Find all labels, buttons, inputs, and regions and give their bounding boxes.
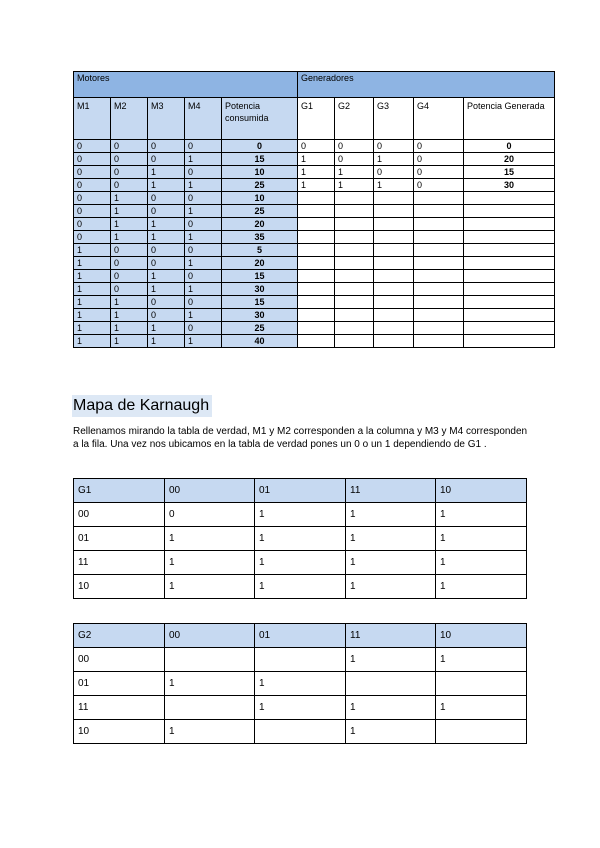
truth-table-row bbox=[74, 166, 555, 179]
motor-cell: 1 bbox=[185, 335, 222, 348]
generator-cell bbox=[298, 205, 335, 218]
motor-cell: 0 bbox=[111, 179, 148, 192]
motor-cell: 0 bbox=[148, 296, 185, 309]
potencia-consumida-cell: 20 bbox=[222, 257, 298, 270]
generator-cell bbox=[335, 257, 374, 270]
generator-cell bbox=[335, 322, 374, 335]
generator-cell bbox=[298, 322, 335, 335]
potencia-generada-cell: 0 bbox=[464, 140, 555, 153]
motor-cell: 1 bbox=[148, 322, 185, 335]
motor-cell: 1 bbox=[74, 322, 111, 335]
col-header-g2: G2 bbox=[335, 98, 374, 140]
col-header-m2: M2 bbox=[111, 98, 148, 140]
motor-cell: 1 bbox=[148, 283, 185, 296]
generator-cell bbox=[414, 270, 464, 283]
motor-cell: 0 bbox=[185, 296, 222, 309]
potencia-consumida-cell: 15 bbox=[222, 270, 298, 283]
generator-cell bbox=[414, 283, 464, 296]
potencia-consumida-cell: 30 bbox=[222, 283, 298, 296]
motor-cell: 1 bbox=[74, 309, 111, 322]
generator-cell bbox=[414, 309, 464, 322]
karnaugh-cell: 1 bbox=[165, 527, 255, 551]
motor-cell: 1 bbox=[111, 309, 148, 322]
generator-cell bbox=[414, 322, 464, 335]
generator-cell bbox=[374, 192, 414, 205]
karnaugh-cell: 1 bbox=[436, 551, 527, 575]
truth-table bbox=[73, 71, 555, 348]
potencia-generada-cell bbox=[464, 257, 555, 270]
motor-cell: 0 bbox=[148, 257, 185, 270]
karnaugh-cell bbox=[346, 672, 436, 696]
generator-cell bbox=[298, 270, 335, 283]
potencia-generada-cell bbox=[464, 322, 555, 335]
motor-cell: 1 bbox=[185, 231, 222, 244]
karnaugh-cell: 1 bbox=[346, 720, 436, 744]
karnaugh-col-header: 01 bbox=[255, 624, 346, 648]
potencia-consumida-cell: 15 bbox=[222, 153, 298, 166]
karnaugh-row-header: 01 bbox=[74, 672, 165, 696]
generator-cell bbox=[374, 296, 414, 309]
generator-cell: 0 bbox=[414, 179, 464, 192]
karnaugh-cell: 1 bbox=[255, 696, 346, 720]
generator-cell: 1 bbox=[298, 153, 335, 166]
truth-table-row bbox=[74, 231, 555, 244]
motor-cell: 0 bbox=[111, 140, 148, 153]
truth-table-row bbox=[74, 322, 555, 335]
generator-cell bbox=[335, 335, 374, 348]
karnaugh-cell: 1 bbox=[346, 648, 436, 672]
karnaugh-row bbox=[74, 720, 527, 744]
motor-cell: 1 bbox=[111, 322, 148, 335]
motor-cell: 1 bbox=[185, 309, 222, 322]
motor-cell: 1 bbox=[74, 270, 111, 283]
motor-cell: 0 bbox=[74, 192, 111, 205]
karnaugh-row-header: 11 bbox=[74, 696, 165, 720]
motor-cell: 1 bbox=[74, 335, 111, 348]
potencia-generada-cell bbox=[464, 270, 555, 283]
karnaugh-col-header: 10 bbox=[436, 624, 527, 648]
generator-cell bbox=[335, 296, 374, 309]
truth-table-row bbox=[74, 309, 555, 322]
karnaugh-col-header: 00 bbox=[165, 479, 255, 503]
col-header-g3: G3 bbox=[374, 98, 414, 140]
truth-table-row bbox=[74, 335, 555, 348]
potencia-generada-cell: 20 bbox=[464, 153, 555, 166]
karnaugh-cell: 1 bbox=[346, 696, 436, 720]
generator-cell bbox=[414, 296, 464, 309]
motor-cell: 0 bbox=[74, 231, 111, 244]
karnaugh-row bbox=[74, 696, 527, 720]
motor-cell: 0 bbox=[111, 166, 148, 179]
truth-table-row bbox=[74, 205, 555, 218]
potencia-generada-cell bbox=[464, 283, 555, 296]
motor-cell: 0 bbox=[185, 270, 222, 283]
motor-cell: 0 bbox=[148, 192, 185, 205]
generator-cell: 0 bbox=[298, 140, 335, 153]
motor-cell: 1 bbox=[74, 296, 111, 309]
potencia-generada-cell bbox=[464, 335, 555, 348]
generator-cell bbox=[335, 205, 374, 218]
motor-cell: 1 bbox=[111, 192, 148, 205]
motor-cell: 0 bbox=[185, 322, 222, 335]
motor-cell: 0 bbox=[74, 218, 111, 231]
motor-cell: 0 bbox=[185, 244, 222, 257]
karnaugh-cell: 1 bbox=[346, 503, 436, 527]
generator-cell bbox=[414, 231, 464, 244]
generator-cell bbox=[374, 205, 414, 218]
potencia-generada-cell bbox=[464, 192, 555, 205]
generator-cell bbox=[414, 218, 464, 231]
motor-cell: 0 bbox=[111, 270, 148, 283]
karnaugh-cell: 1 bbox=[436, 527, 527, 551]
motor-cell: 1 bbox=[74, 257, 111, 270]
generator-cell: 1 bbox=[374, 153, 414, 166]
generator-cell: 1 bbox=[335, 179, 374, 192]
col-header-potencia-consumida: Potencia consumida bbox=[222, 98, 298, 140]
motor-cell: 1 bbox=[148, 218, 185, 231]
generator-cell: 0 bbox=[374, 166, 414, 179]
truth-table-row bbox=[74, 192, 555, 205]
potencia-consumida-cell: 15 bbox=[222, 296, 298, 309]
karnaugh-cell: 1 bbox=[255, 527, 346, 551]
motor-cell: 0 bbox=[74, 140, 111, 153]
karnaugh-col-header: 10 bbox=[436, 479, 527, 503]
truth-table-row bbox=[74, 244, 555, 257]
col-header-g4: G4 bbox=[414, 98, 464, 140]
truth-table-row bbox=[74, 270, 555, 283]
truth-table-row bbox=[74, 218, 555, 231]
karnaugh-header-row bbox=[74, 624, 527, 648]
karnaugh-col-header: 11 bbox=[346, 479, 436, 503]
generator-cell bbox=[335, 270, 374, 283]
karnaugh-cell: 1 bbox=[436, 503, 527, 527]
karnaugh-row-header: 10 bbox=[74, 575, 165, 599]
truth-table-row bbox=[74, 153, 555, 166]
karnaugh-row bbox=[74, 648, 527, 672]
generator-cell bbox=[298, 335, 335, 348]
generator-cell bbox=[298, 309, 335, 322]
col-header-potencia-generada: Potencia Generada bbox=[464, 98, 555, 140]
motor-cell: 0 bbox=[111, 153, 148, 166]
karnaugh-map-g2 bbox=[73, 623, 527, 744]
karnaugh-row bbox=[74, 503, 527, 527]
karnaugh-cell bbox=[255, 648, 346, 672]
karnaugh-row bbox=[74, 551, 527, 575]
motor-cell: 1 bbox=[185, 205, 222, 218]
karnaugh-cell bbox=[165, 696, 255, 720]
potencia-consumida-cell: 25 bbox=[222, 322, 298, 335]
karnaugh-map-label: G1 bbox=[74, 479, 165, 503]
generator-cell: 0 bbox=[374, 140, 414, 153]
motor-cell: 1 bbox=[185, 179, 222, 192]
col-header-m4: M4 bbox=[185, 98, 222, 140]
motor-cell: 0 bbox=[74, 205, 111, 218]
potencia-generada-cell: 15 bbox=[464, 166, 555, 179]
karnaugh-row-header: 11 bbox=[74, 551, 165, 575]
generator-cell bbox=[335, 283, 374, 296]
karnaugh-cell: 1 bbox=[436, 575, 527, 599]
motor-cell: 1 bbox=[148, 335, 185, 348]
generator-cell bbox=[374, 244, 414, 257]
generator-cell bbox=[298, 283, 335, 296]
karnaugh-cell: 1 bbox=[165, 575, 255, 599]
generator-cell: 0 bbox=[335, 140, 374, 153]
karnaugh-cell: 1 bbox=[165, 672, 255, 696]
karnaugh-cell: 0 bbox=[165, 503, 255, 527]
generator-cell bbox=[298, 296, 335, 309]
karnaugh-header-row bbox=[74, 479, 527, 503]
potencia-generada-cell bbox=[464, 231, 555, 244]
generator-cell bbox=[335, 231, 374, 244]
generator-cell bbox=[335, 218, 374, 231]
motor-cell: 0 bbox=[111, 244, 148, 257]
karnaugh-heading: Mapa de Karnaugh bbox=[72, 395, 212, 417]
karnaugh-intro-paragraph: Rellenamos mirando la tabla de verdad, M1 y M2 corresponden a la columna y M3 y M4 corresponden a la fila. Una vez nos ubicamos en la tabla de verdad pones un 0 o un 1 dependiendo de G1 . bbox=[73, 426, 528, 450]
karnaugh-cell: 1 bbox=[255, 503, 346, 527]
potencia-consumida-cell: 10 bbox=[222, 192, 298, 205]
generator-cell bbox=[414, 244, 464, 257]
karnaugh-cell: 1 bbox=[346, 527, 436, 551]
potencia-consumida-cell: 40 bbox=[222, 335, 298, 348]
generator-cell bbox=[374, 218, 414, 231]
motor-cell: 1 bbox=[111, 218, 148, 231]
generator-cell: 1 bbox=[298, 179, 335, 192]
truth-table-row bbox=[74, 296, 555, 309]
motor-cell: 1 bbox=[148, 270, 185, 283]
motor-cell: 1 bbox=[111, 296, 148, 309]
motor-cell: 0 bbox=[185, 192, 222, 205]
generator-cell: 0 bbox=[414, 140, 464, 153]
generator-cell bbox=[298, 257, 335, 270]
col-header-m1: M1 bbox=[74, 98, 111, 140]
potencia-consumida-cell: 25 bbox=[222, 179, 298, 192]
motor-cell: 1 bbox=[74, 283, 111, 296]
karnaugh-row bbox=[74, 527, 527, 551]
truth-table-row bbox=[74, 257, 555, 270]
motor-cell: 1 bbox=[148, 166, 185, 179]
karnaugh-cell: 1 bbox=[255, 575, 346, 599]
karnaugh-cell: 1 bbox=[346, 575, 436, 599]
karnaugh-cell: 1 bbox=[255, 551, 346, 575]
generator-cell bbox=[414, 205, 464, 218]
motor-cell: 0 bbox=[148, 205, 185, 218]
group-generadores-header: Generadores bbox=[298, 72, 555, 98]
generator-cell bbox=[298, 192, 335, 205]
motor-cell: 0 bbox=[74, 179, 111, 192]
karnaugh-cell bbox=[436, 720, 527, 744]
generator-cell bbox=[374, 309, 414, 322]
generator-cell bbox=[335, 192, 374, 205]
col-header-g1: G1 bbox=[298, 98, 335, 140]
motor-cell: 1 bbox=[111, 335, 148, 348]
karnaugh-col-header: 11 bbox=[346, 624, 436, 648]
col-header-m3: M3 bbox=[148, 98, 185, 140]
potencia-generada-cell bbox=[464, 218, 555, 231]
motor-cell: 0 bbox=[185, 166, 222, 179]
generator-cell bbox=[414, 192, 464, 205]
truth-table-row bbox=[74, 179, 555, 192]
generator-cell bbox=[374, 335, 414, 348]
potencia-generada-cell bbox=[464, 205, 555, 218]
karnaugh-map-label: G2 bbox=[74, 624, 165, 648]
generator-cell bbox=[374, 270, 414, 283]
potencia-generada-cell bbox=[464, 309, 555, 322]
karnaugh-row-header: 00 bbox=[74, 648, 165, 672]
generator-cell: 1 bbox=[335, 166, 374, 179]
motor-cell: 0 bbox=[148, 244, 185, 257]
motor-cell: 1 bbox=[148, 231, 185, 244]
group-motores-header: Motores bbox=[74, 72, 298, 98]
karnaugh-cell: 1 bbox=[346, 551, 436, 575]
motor-cell: 0 bbox=[148, 309, 185, 322]
karnaugh-cell bbox=[255, 720, 346, 744]
potencia-generada-cell bbox=[464, 296, 555, 309]
generator-cell bbox=[335, 309, 374, 322]
motor-cell: 0 bbox=[185, 218, 222, 231]
generator-cell: 0 bbox=[414, 166, 464, 179]
motor-cell: 1 bbox=[185, 153, 222, 166]
generator-cell: 1 bbox=[298, 166, 335, 179]
generator-cell bbox=[374, 322, 414, 335]
generator-cell bbox=[374, 257, 414, 270]
potencia-consumida-cell: 35 bbox=[222, 231, 298, 244]
truth-table-row bbox=[74, 283, 555, 296]
potencia-generada-cell bbox=[464, 244, 555, 257]
karnaugh-row bbox=[74, 672, 527, 696]
potencia-consumida-cell: 5 bbox=[222, 244, 298, 257]
karnaugh-cell: 1 bbox=[165, 720, 255, 744]
motor-cell: 0 bbox=[74, 153, 111, 166]
karnaugh-row bbox=[74, 575, 527, 599]
karnaugh-row-header: 01 bbox=[74, 527, 165, 551]
karnaugh-cell bbox=[436, 672, 527, 696]
generator-cell bbox=[414, 257, 464, 270]
motor-cell: 1 bbox=[185, 257, 222, 270]
motor-cell: 1 bbox=[148, 179, 185, 192]
potencia-consumida-cell: 0 bbox=[222, 140, 298, 153]
motor-cell: 0 bbox=[111, 257, 148, 270]
karnaugh-cell bbox=[165, 648, 255, 672]
motor-cell: 1 bbox=[74, 244, 111, 257]
motor-cell: 0 bbox=[185, 140, 222, 153]
motor-cell: 1 bbox=[111, 205, 148, 218]
generator-cell bbox=[335, 244, 374, 257]
generator-cell: 0 bbox=[414, 153, 464, 166]
generator-cell bbox=[374, 283, 414, 296]
potencia-consumida-cell: 10 bbox=[222, 166, 298, 179]
karnaugh-row-header: 10 bbox=[74, 720, 165, 744]
karnaugh-cell: 1 bbox=[436, 648, 527, 672]
generator-cell bbox=[298, 244, 335, 257]
karnaugh-cell: 1 bbox=[255, 672, 346, 696]
motor-cell: 1 bbox=[111, 231, 148, 244]
karnaugh-col-header: 01 bbox=[255, 479, 346, 503]
motor-cell: 0 bbox=[74, 166, 111, 179]
motor-cell: 0 bbox=[148, 153, 185, 166]
generator-cell: 1 bbox=[374, 179, 414, 192]
potencia-consumida-cell: 20 bbox=[222, 218, 298, 231]
karnaugh-cell: 1 bbox=[436, 696, 527, 720]
generator-cell bbox=[298, 231, 335, 244]
motor-cell: 1 bbox=[185, 283, 222, 296]
karnaugh-map-g1 bbox=[73, 478, 527, 599]
motor-cell: 0 bbox=[148, 140, 185, 153]
potencia-generada-cell: 30 bbox=[464, 179, 555, 192]
karnaugh-row-header: 00 bbox=[74, 503, 165, 527]
motor-cell: 0 bbox=[111, 283, 148, 296]
potencia-consumida-cell: 25 bbox=[222, 205, 298, 218]
potencia-consumida-cell: 30 bbox=[222, 309, 298, 322]
generator-cell bbox=[298, 218, 335, 231]
generator-cell: 0 bbox=[335, 153, 374, 166]
karnaugh-cell: 1 bbox=[165, 551, 255, 575]
generator-cell bbox=[374, 231, 414, 244]
karnaugh-col-header: 00 bbox=[165, 624, 255, 648]
truth-table-row bbox=[74, 140, 555, 153]
generator-cell bbox=[414, 335, 464, 348]
